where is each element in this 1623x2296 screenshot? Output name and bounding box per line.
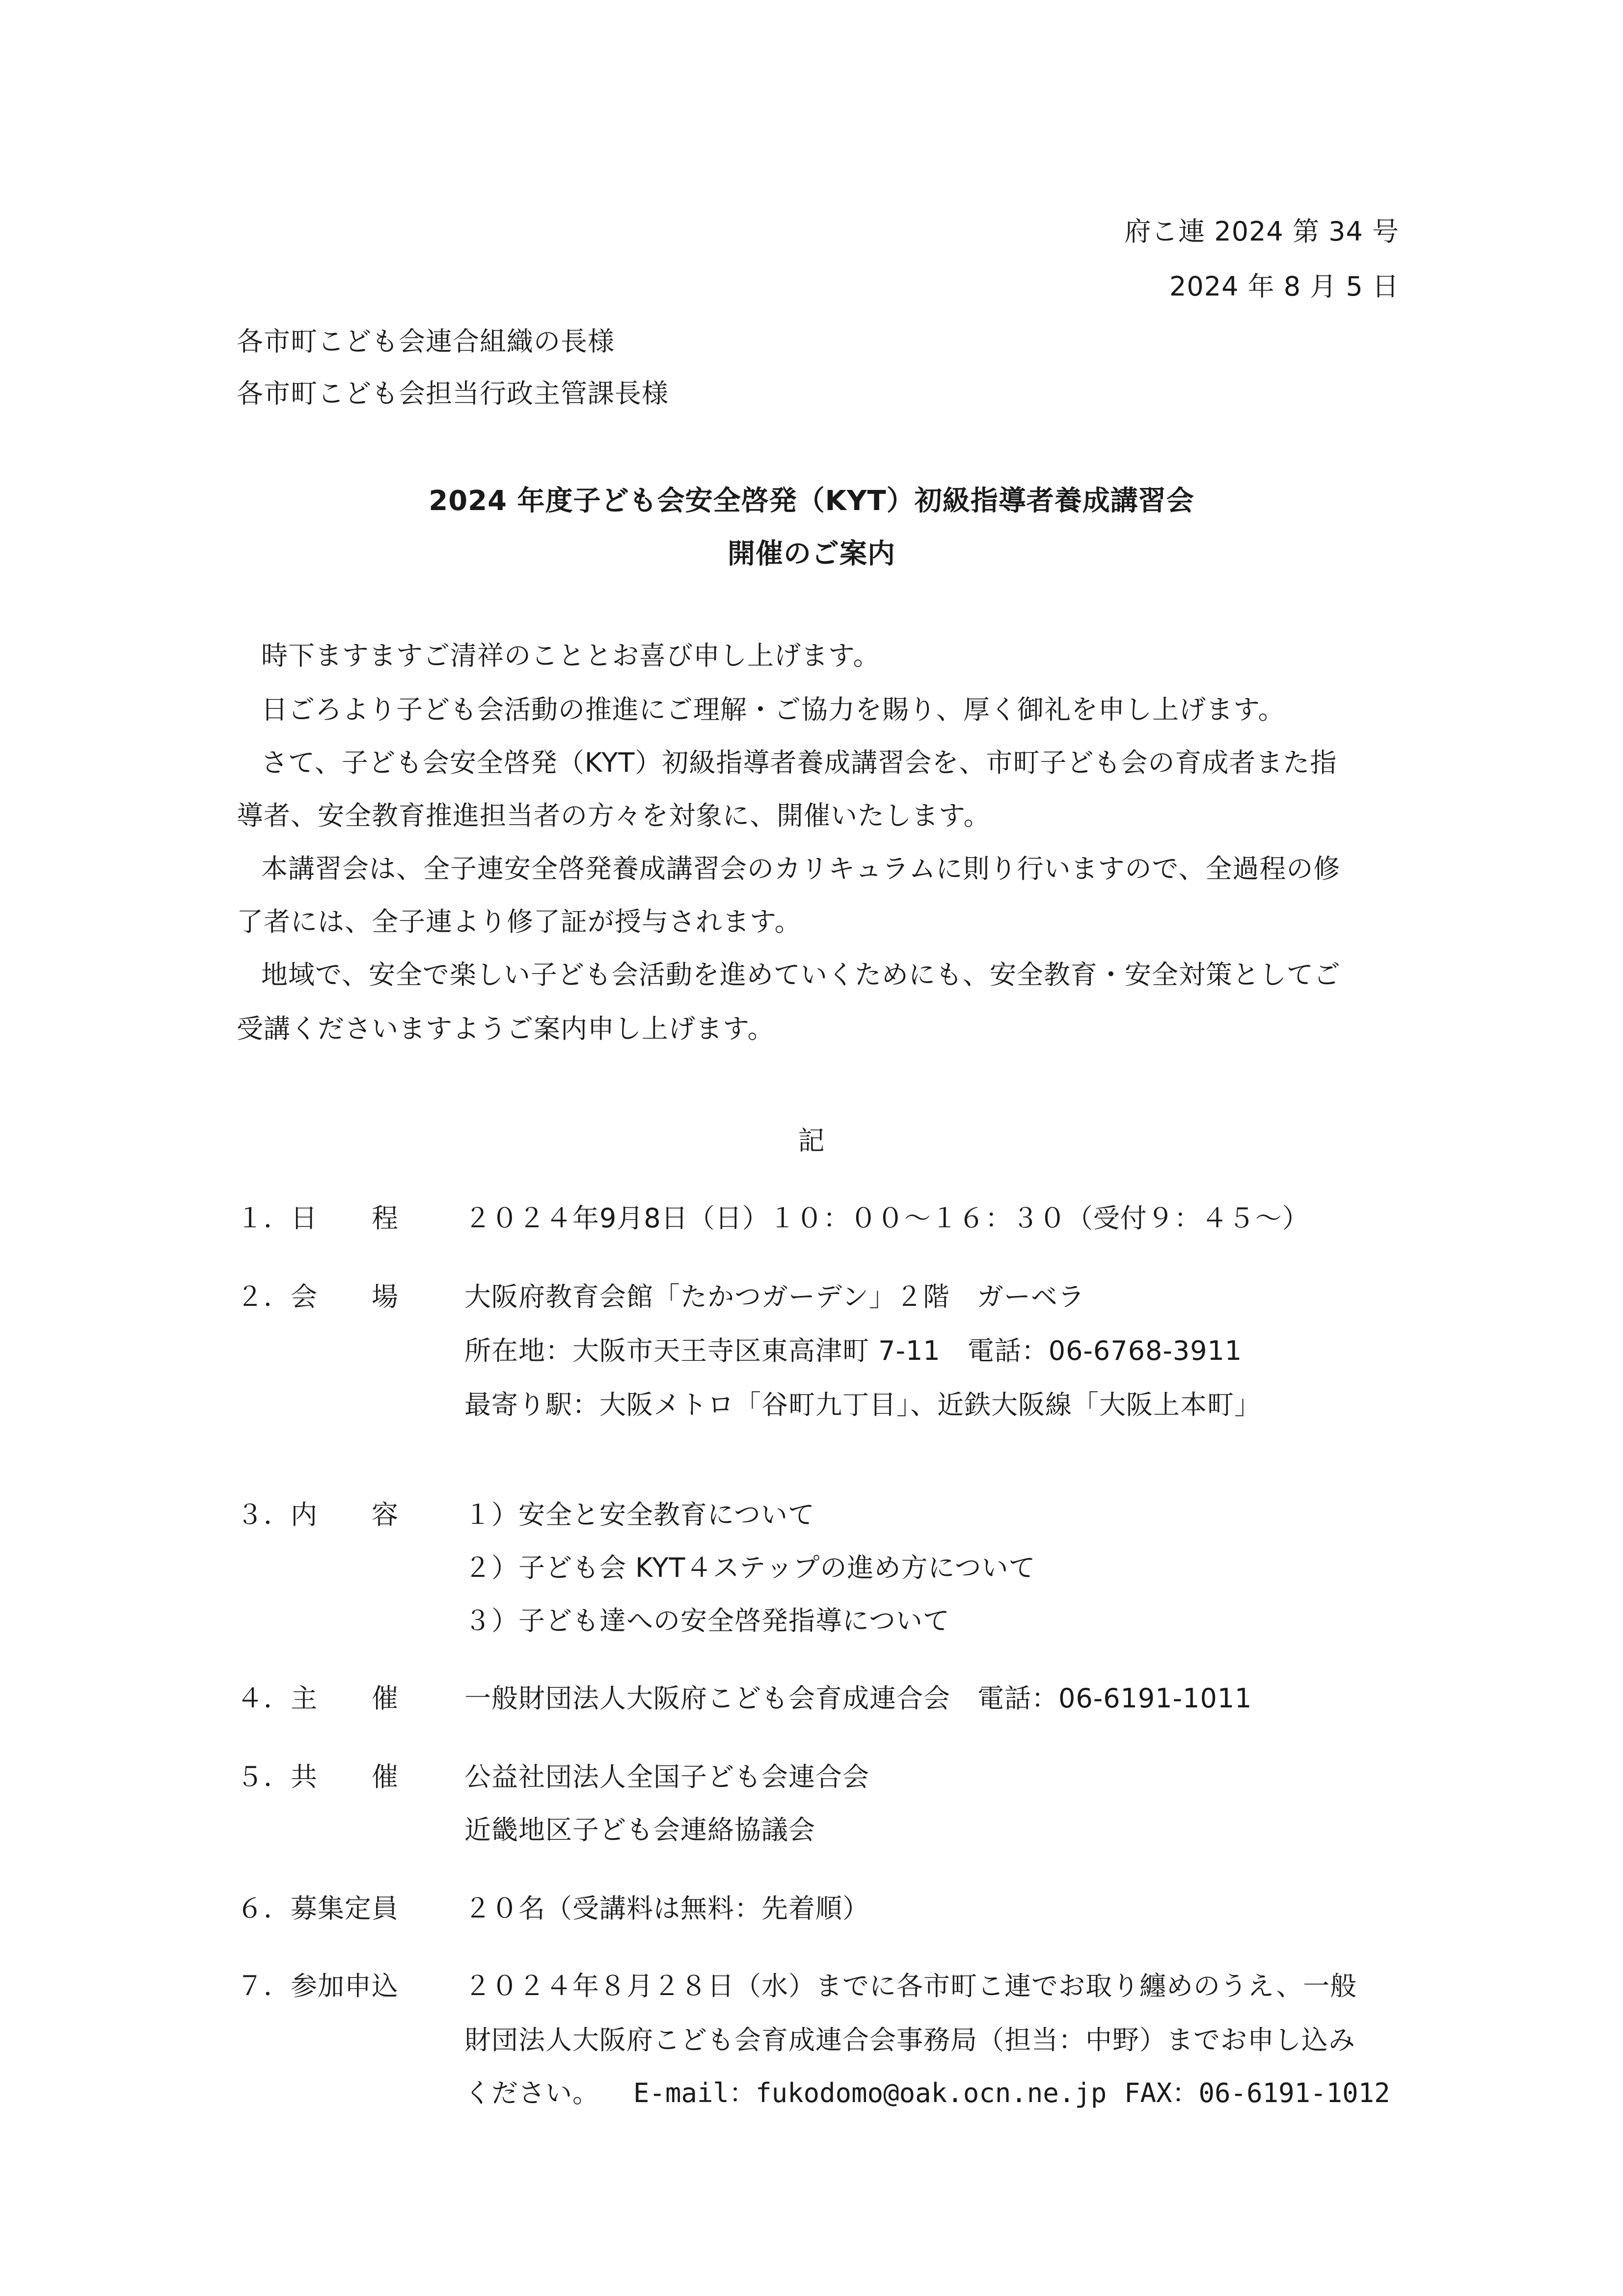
item-application-line-2: 財団法人大阪府こども会育成連合会事務局（担当：中野）までお申し込み (464, 2025, 1355, 2055)
contact-fax: FAX：06-6191-1012 (1124, 2078, 1390, 2108)
body-line-2: 日ごろより子ども会活動の推進にご理解・ご協力を賜り、厚く御礼を申し上げます。 (261, 694, 1285, 725)
body-line-1: 時下ますますご清祥のこととお喜び申し上げます。 (261, 640, 880, 671)
item-application-label: ７．参加申込 (237, 1971, 399, 2001)
body-line-3: さて、子ども会安全啓発（KYT）初級指導者養成講習会を、市町子ども会の育成者また指 (261, 747, 1337, 778)
addressee-1: 各市町こども会連合組織の長様 (237, 326, 615, 357)
item-content-line-3: ３）子ども達への安全啓発指導について (464, 1605, 950, 1636)
document-subtitle: 開催のご案内 (728, 538, 895, 570)
item-content-line-2: ２）子ども会 KYT４ステップの進め方について (464, 1552, 1036, 1583)
body-line-4: 導者、安全教育推進担当者の方々を対象に、開催いたします。 (237, 800, 991, 831)
body-line-6: 了者には、全子連より修了証が授与されます。 (237, 906, 802, 937)
item-application-line-3: ください。 (464, 2078, 599, 2108)
ki-marker: 記 (798, 1125, 825, 1156)
contact-email[interactable]: E-mail：fukodomo@oak.ocn.ne.jp (633, 2078, 1107, 2108)
item-capacity-value: ２０名（受講料は無料：先着順） (464, 1893, 869, 1924)
item-capacity-label: ６．募集定員 (237, 1893, 399, 1924)
item-content-label: ３．内 容 (237, 1499, 399, 1530)
item-venue-label: ２．会 場 (237, 1281, 399, 1312)
item-organizer-value: 一般財団法人大阪府こども会育成連合会 電話：06-6191-1011 (464, 1683, 1252, 1714)
document-title: 2024 年度子ども会安全啓発（KYT）初級指導者養成講習会 (429, 485, 1194, 517)
item-cohost-line-1: 公益社団法人全国子ども会連合会 (464, 1761, 869, 1792)
item-schedule-value: ２０２４年9月8日（日）１０：００～１６：３０（受付９：４５～） (464, 1203, 1309, 1234)
body-line-5: 本講習会は、全子連安全啓発養成講習会のカリキュラムに則り行いますので、全過程の修 (261, 853, 1341, 884)
body-line-8: 受講くださいますようご案内申し上げます。 (237, 1013, 775, 1044)
addressee-2: 各市町こども会担当行政主管課長様 (237, 378, 669, 409)
item-content-line-1: １）安全と安全教育について (464, 1499, 815, 1530)
item-venue-line-3: 最寄り駅：大阪メトロ「谷町九丁目」、近鉄大阪線「大阪上本町」 (464, 1389, 1261, 1420)
item-application-line-1: ２０２４年８月２８日（水）までに各市町こ連でお取り纏めのうえ、一般 (464, 1971, 1357, 2001)
item-cohost-label: ５．共 催 (237, 1761, 399, 1792)
item-venue-line-1: 大阪府教育会館「たかつガーデン」２階 ガーベラ (464, 1281, 1085, 1312)
document-number: 府こ連 2024 第 34 号 (1124, 216, 1399, 247)
item-organizer-label: ４．主 催 (237, 1683, 399, 1714)
item-schedule-label: １．日 程 (237, 1203, 399, 1234)
item-venue-line-2: 所在地：大阪市天王寺区東高津町 7-11 電話：06-6768-3911 (464, 1335, 1243, 1366)
item-cohost-line-2: 近畿地区子ども会連絡協議会 (464, 1814, 815, 1845)
body-line-7: 地域で、安全で楽しい子ども会活動を進めていくためにも、安全教育・安全対策としてご (261, 959, 1341, 990)
document-date: 2024 年 8 月 5 日 (1169, 271, 1399, 302)
